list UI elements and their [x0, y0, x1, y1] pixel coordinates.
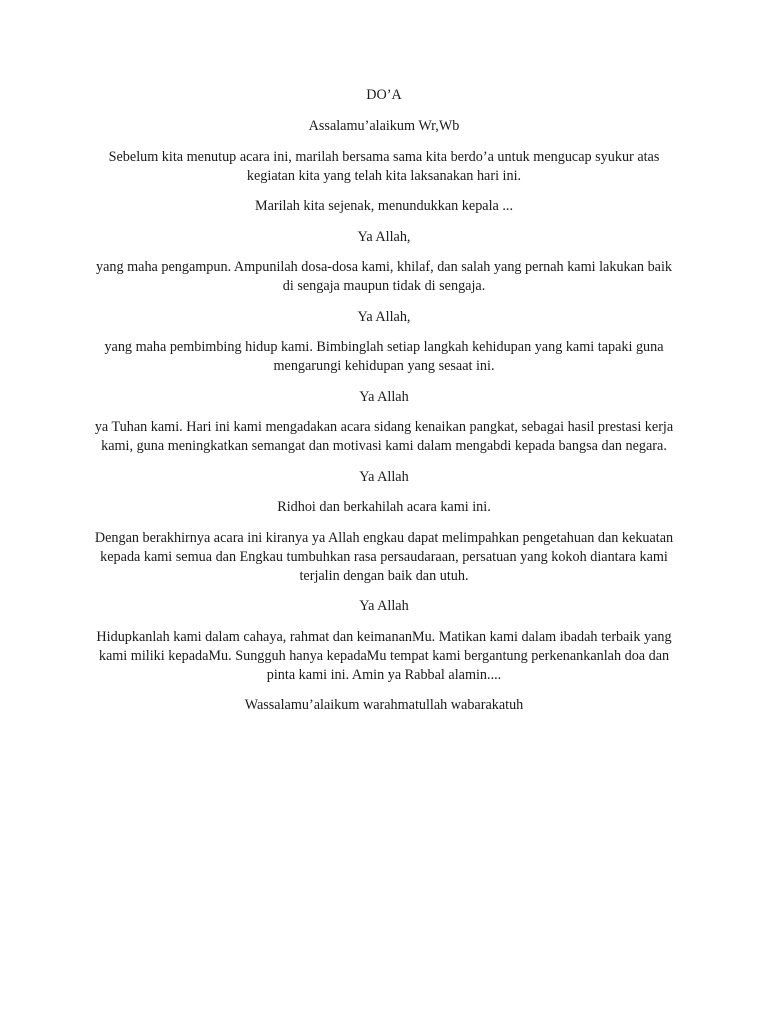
paragraph-blessing: Ridhoi dan berkahilah acara kami ini.: [277, 499, 491, 515]
document-body: [90, 86, 678, 727]
paragraph-closing-prayer: Hidupkanlah kami dalam cahaya, rahmat dan keimananMu. Matikan kami dalam ibadah terbaik yang kami miliki kepadaMu. Sungguh hanya kepadaMu tempat kami bergantung perkenankanlah doa dan pinta kami ini. Amin ya Rabbal alamin....: [96, 628, 672, 683]
invocation: Ya Allah,: [357, 308, 411, 325]
closing-salutation: Wassalamu’alaikum warahmatullah wabarakatuh: [244, 697, 524, 713]
paragraph-invitation: Marilah kita sejenak, menundukkan kepala ...: [254, 198, 514, 214]
paragraph-forgiveness: yang maha pengampun. Ampunilah dosa-dosa kami, khilaf, dan salah yang pernah kami lakukan baik di sengaja maupun tidak di sengaja.: [95, 259, 672, 294]
document-title: DO’A: [366, 87, 402, 103]
invocation: Ya Allah: [359, 598, 409, 614]
invocation: Ya Allah: [359, 468, 409, 485]
paragraph-opening: Sebelum kita menutup acara ini, marilah bersama sama kita berdo’a untuk mengucap syukur atas kegiatan kita yang telah kita laksanakan hari ini.: [108, 148, 660, 184]
greeting: Assalamu’alaikum Wr,Wb: [308, 118, 460, 134]
invocation: Ya Allah: [359, 388, 409, 405]
invocation: Ya Allah,: [357, 228, 411, 245]
paragraph-unity: Dengan berakhirnya acara ini kiranya ya Allah engkau dapat melimpahkan pengetahuan dan kekuatan kepada kami semua dan Engkau tumbuhkan rasa persaudaraan, persatuan yang kokoh diantara kami terjalin dengan baik dan utuh.: [94, 529, 674, 584]
paragraph-event: ya Tuhan kami. Hari ini kami mengadakan acara sidang kenaikan pangkat, sebagai hasil prestasi kerja kami, guna meningkatkan semangat dan motivasi kami dalam mengabdi kepada bangsa dan negara.: [94, 419, 674, 454]
paragraph-guidance: yang maha pembimbing hidup kami. Bimbinglah setiap langkah kehidupan yang kami tapaki guna mengarungi kehidupan yang sesaat ini.: [104, 339, 664, 374]
